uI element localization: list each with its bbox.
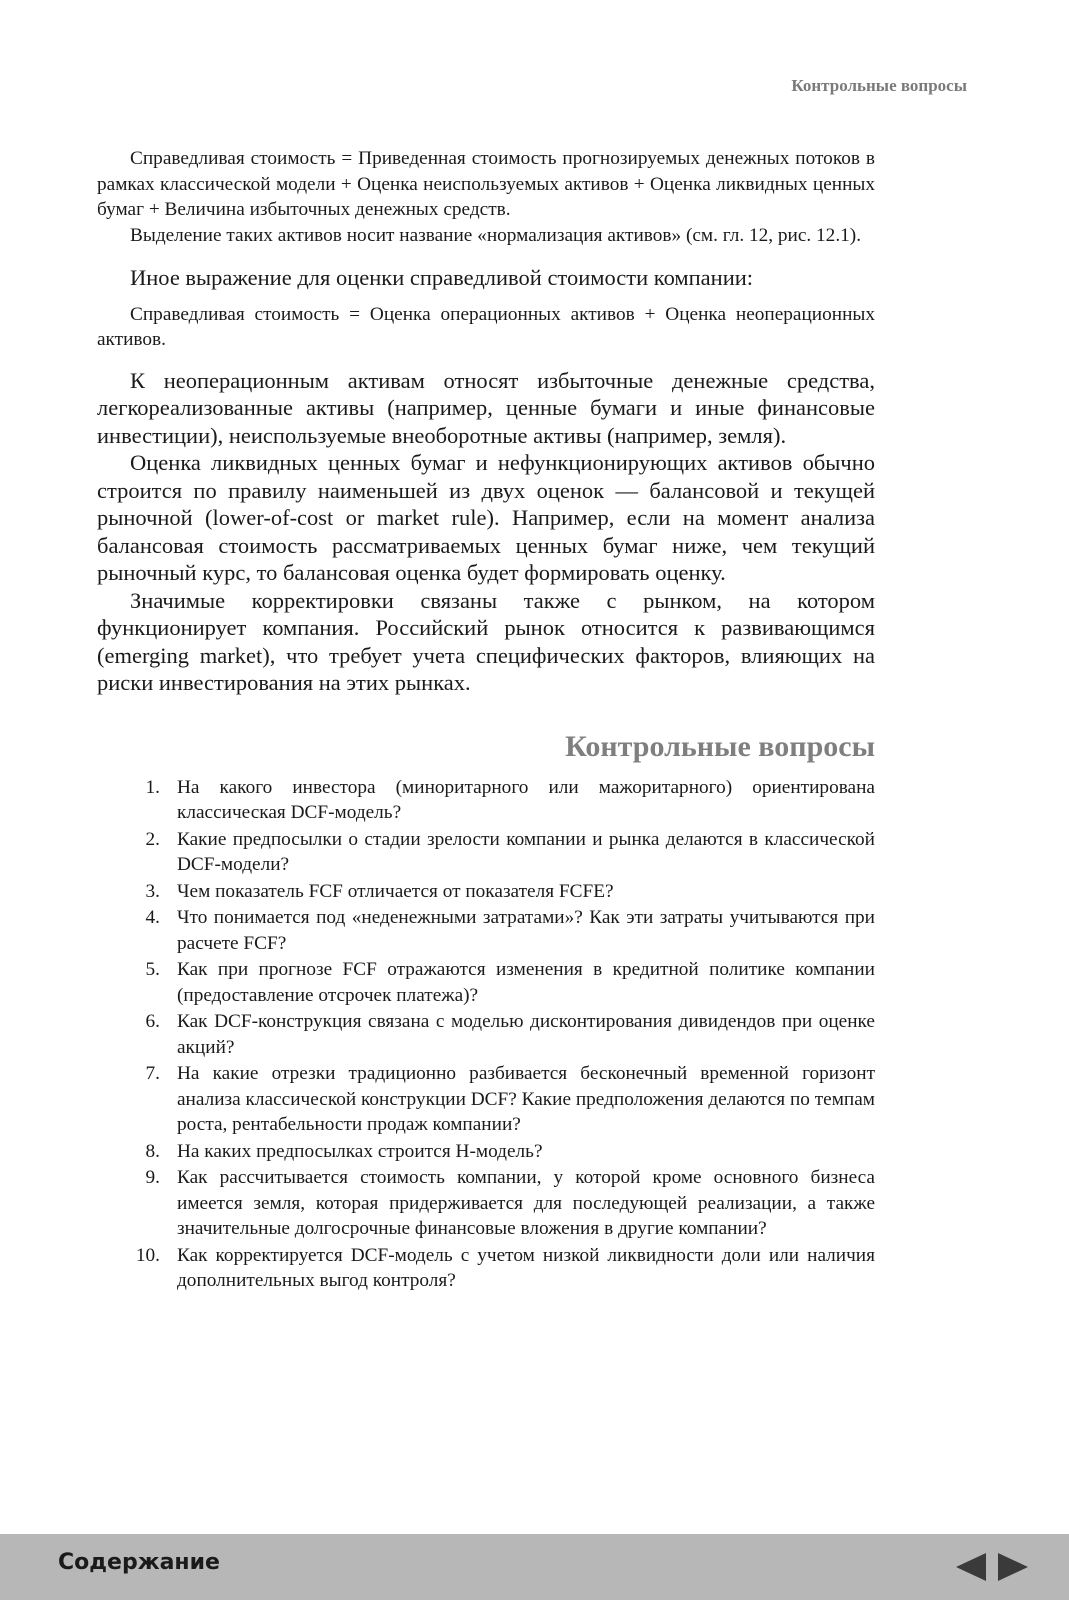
prev-page-button[interactable] xyxy=(954,1551,988,1583)
question-text: Что понимается под «неденежными затратами»? Как эти затраты учитываются при расчете FCF? xyxy=(177,907,875,954)
question-item xyxy=(97,1165,875,1242)
paragraph-alt-expression: Иное выражение для оценки справедливой стоимости компании: xyxy=(130,265,754,290)
question-text: Чем показатель FCF отличается от показателя FCFE? xyxy=(177,880,614,902)
question-item xyxy=(97,827,875,878)
question-item xyxy=(97,1139,875,1165)
running-head: Контрольные вопросы xyxy=(791,76,967,95)
next-page-button[interactable] xyxy=(996,1551,1030,1583)
question-text: На каких предпосылках строится H-модель? xyxy=(177,1140,543,1162)
question-number: 2. xyxy=(145,828,160,850)
question-item xyxy=(97,775,875,826)
question-number: 1. xyxy=(145,776,160,798)
contents-link[interactable]: Содержание xyxy=(58,1550,220,1575)
paragraph-normalization: Выделение таких активов носит название «нормализация активов» (см. гл. 12, рис. 12.1). xyxy=(130,224,862,246)
question-text: На какого инвестора (миноритарного или мажоритарного) ориентирована классическая DCF-модель? xyxy=(177,776,875,823)
question-text: Как DCF-конструкция связана с моделью дисконтирования дивидендов при оценке акций? xyxy=(177,1011,875,1058)
question-item xyxy=(97,879,875,905)
question-number: 10. xyxy=(135,1244,160,1266)
question-number: 9. xyxy=(145,1167,160,1188)
formula-fair-value: Справедливая стоимость = Приведенная стоимость прогнозируемых денежных потоков в рамках классической модели + Оценка неиспользуемых активов + Оценка ликвидных ценных бумаг + Величина избыточных денежных средств. xyxy=(97,148,875,220)
paragraph-non-operating: К неоперационным активам относят избыточные денежные средства, легкореализованные активы (например, ценные бумаги и иные финансовые инвестиции), неиспользуемые внеоборотные активы (например, земля). xyxy=(97,367,875,448)
question-number: 7. xyxy=(145,1063,160,1084)
question-number: 4. xyxy=(145,907,160,928)
page-body xyxy=(97,146,875,1295)
question-text: Как при прогнозе FCF отражаются изменения в кредитной политике компании (предоставление отсрочек платежа)? xyxy=(177,959,875,1006)
question-item xyxy=(97,905,875,956)
formula-fair-value-alt: Справедливая стоимость = Оценка операционных активов + Оценка неоперационных активов. xyxy=(97,303,875,350)
question-item xyxy=(97,957,875,1008)
question-number: 5. xyxy=(145,959,160,980)
question-number: 3. xyxy=(145,880,160,902)
question-item xyxy=(97,1061,875,1138)
question-text: На какие отрезки традиционно разбивается бесконечный временной горизонт анализа классической конструкции DCF? Какие предположения делаются по темпам роста, рентабельности продаж компании? xyxy=(177,1063,875,1135)
paragraph-market-adjustments: Значимые корректировки связаны также с рынком, на котором функционирует компания. Российский рынок относится к развивающимся (emerging market), что требует учета специфических факторов, влияющих на риски инвестирования на этих рынках. xyxy=(97,587,875,695)
question-text: Как корректируется DCF-модель с учетом низкой ликвидности доли или наличия дополнительных выгод контроля? xyxy=(177,1244,875,1291)
question-text: Как рассчитывается стоимость компании, у которой кроме основного бизнеса имеется земля, которая придерживается для последующей реализации, а также значительные долгосрочные финансовые вложения в другие компании? xyxy=(177,1167,875,1239)
triangle-right-icon xyxy=(996,1551,1030,1583)
question-item xyxy=(97,1243,875,1294)
questions-list xyxy=(97,775,875,1294)
question-number: 6. xyxy=(145,1011,160,1032)
section-title: Контрольные вопросы xyxy=(565,729,875,763)
question-number: 8. xyxy=(145,1140,160,1162)
question-text: Какие предпосылки о стадии зрелости компании и рынка делаются в классической DCF-модели? xyxy=(177,828,875,875)
triangle-left-icon xyxy=(954,1551,988,1583)
question-item xyxy=(97,1009,875,1060)
footer-bar xyxy=(0,1534,1069,1600)
paragraph-liquid-securities: Оценка ликвидных ценных бумаг и нефункционирующих активов обычно строится по правилу наименьшей из двух оценок — балансовой и текущей рыночной (lower-of-cost or market rule). Например, если на момент анализа балансовая стоимость рассматриваемых ценных бумаг ниже, чем текущий рыночный курс, то балансовая оценка будет формировать оценку. xyxy=(97,450,875,585)
